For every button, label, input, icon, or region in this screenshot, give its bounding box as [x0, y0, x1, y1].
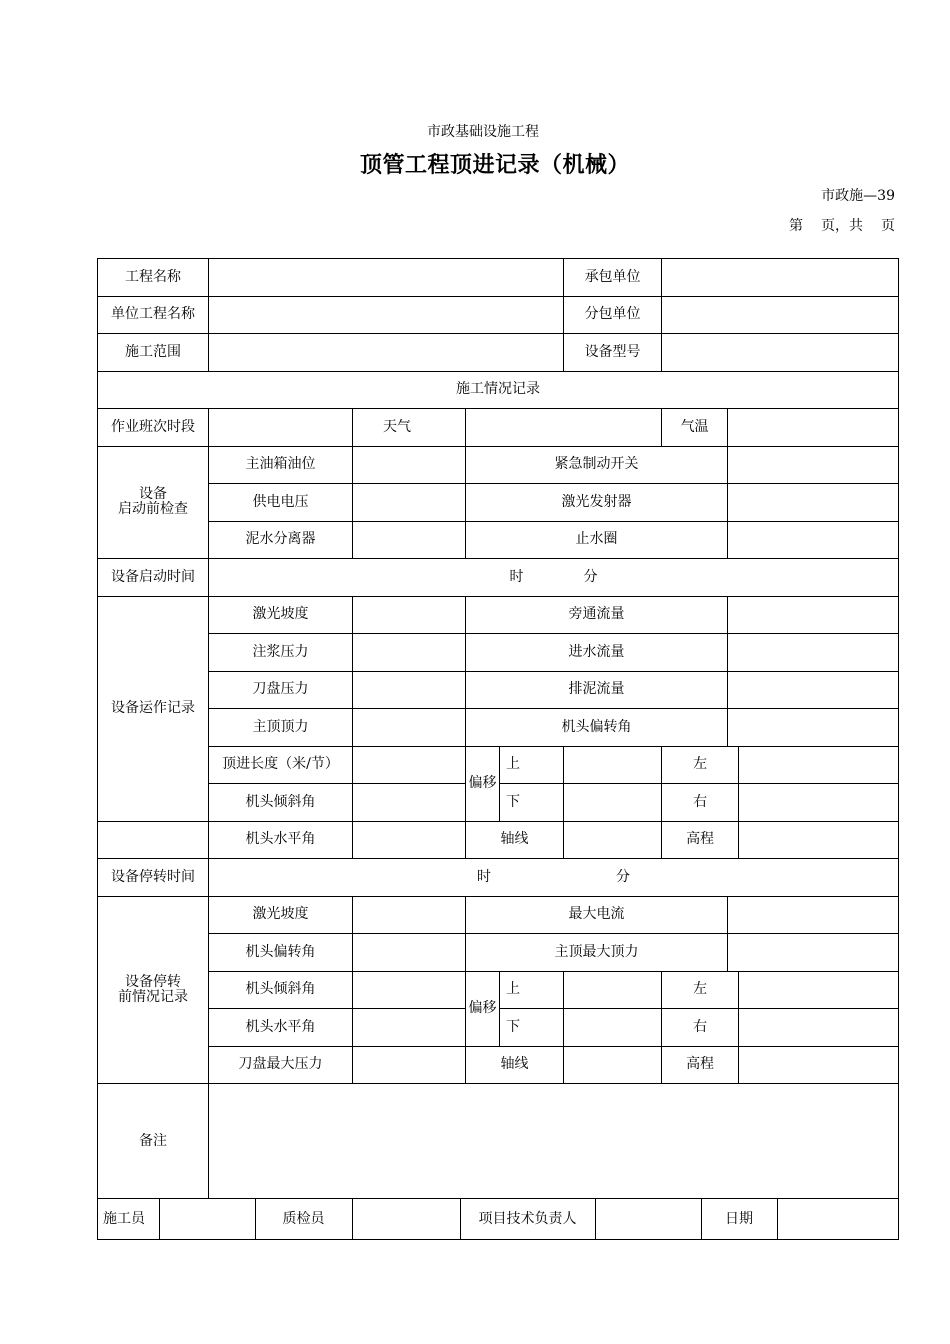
label-right-stop: 右 [662, 1009, 739, 1047]
label-down-stop: 下 [500, 1009, 564, 1047]
label-mud-separator: 泥水分离器 [209, 521, 353, 559]
label-axis: 轴线 [466, 821, 564, 859]
field-cutter-pressure[interactable] [353, 671, 466, 709]
label-precheck: 设备 启动前检查 [98, 446, 209, 559]
signature-table [98, 1199, 899, 1239]
row-section-header [98, 371, 899, 409]
field-left[interactable] [739, 746, 899, 784]
label-temperature: 气温 [662, 409, 728, 447]
label-left: 左 [662, 746, 739, 784]
field-inflow[interactable] [728, 634, 899, 672]
field-bypass-flow[interactable] [728, 596, 899, 634]
label-up-stop: 上 [500, 971, 564, 1009]
blank-cell [98, 821, 209, 859]
field-right[interactable] [739, 784, 899, 822]
field-remarks[interactable] [209, 1084, 899, 1199]
row-prestop-2 [98, 934, 899, 972]
label-cutter-max-pressure: 刀盘最大压力 [209, 1046, 353, 1084]
field-start-time[interactable]: 时 分 [209, 559, 899, 597]
label-project-name: 工程名称 [98, 259, 209, 297]
row-prestop-5 [98, 1046, 899, 1084]
label-right: 右 [662, 784, 739, 822]
row-remarks [98, 1084, 899, 1199]
field-left-stop[interactable] [739, 971, 899, 1009]
label-shift-period: 作业班次时段 [98, 409, 209, 447]
field-cutter-max-pressure[interactable] [353, 1046, 466, 1084]
label-tech-lead: 项目技术负责人 [460, 1199, 595, 1239]
label-start-time: 设备启动时间 [98, 559, 209, 597]
field-construction-scope[interactable] [209, 334, 564, 372]
label-subcontractor: 分包单位 [564, 296, 662, 334]
label-supply-voltage: 供电电压 [209, 484, 353, 522]
row-scope [98, 334, 899, 372]
record-form-table [97, 258, 899, 1240]
label-up: 上 [500, 746, 564, 784]
label-weather: 天气 [353, 409, 466, 447]
label-date: 日期 [701, 1199, 777, 1239]
row-prestop-3 [98, 971, 899, 1009]
label-builder: 施工员 [98, 1199, 159, 1239]
row-stop-time [98, 859, 899, 897]
label-axis-stop: 轴线 [466, 1046, 564, 1084]
field-water-ring[interactable] [728, 521, 899, 559]
form-code: 市政施—39 [821, 188, 895, 204]
label-water-ring: 止水圈 [466, 521, 728, 559]
field-laser-emitter[interactable] [728, 484, 899, 522]
field-laser-slope[interactable] [353, 596, 466, 634]
row-start-time [98, 559, 899, 597]
row-operation-2 [98, 634, 899, 672]
field-unit-project-name[interactable] [209, 296, 564, 334]
field-emergency-brake[interactable] [728, 446, 899, 484]
field-contractor[interactable] [662, 259, 899, 297]
field-supply-voltage[interactable] [353, 484, 466, 522]
field-right-stop[interactable] [739, 1009, 899, 1047]
field-elevation-stop[interactable] [739, 1046, 899, 1084]
field-inspector[interactable] [352, 1199, 460, 1239]
row-prestop-1 [98, 896, 899, 934]
field-head-deflection[interactable] [728, 709, 899, 747]
row-precheck-1 [98, 446, 899, 484]
label-main-jack-force: 主顶顶力 [209, 709, 353, 747]
label-inflow: 进水流量 [466, 634, 728, 672]
field-elevation[interactable] [739, 821, 899, 859]
field-tech-lead[interactable] [595, 1199, 701, 1239]
field-stop-time[interactable]: 时 分 [209, 859, 899, 897]
label-stop-time: 设备停转时间 [98, 859, 209, 897]
label-head-deflection-stop: 机头偏转角 [209, 934, 353, 972]
label-mud-discharge: 排泥流量 [466, 671, 728, 709]
label-construction-scope: 施工范围 [98, 334, 209, 372]
field-main-oil-level[interactable] [353, 446, 466, 484]
label-emergency-brake: 紧急制动开关 [466, 446, 728, 484]
row-operation-7 [98, 821, 899, 859]
label-grout-pressure: 注浆压力 [209, 634, 353, 672]
field-jack-length[interactable] [353, 746, 466, 784]
label-left-stop: 左 [662, 971, 739, 1009]
label-elevation-stop: 高程 [662, 1046, 739, 1084]
label-head-deflection: 机头偏转角 [466, 709, 728, 747]
label-bypass-flow: 旁通流量 [466, 596, 728, 634]
label-jack-length: 顶进长度（米/节） [209, 746, 353, 784]
row-project-name [98, 259, 899, 297]
label-laser-slope-stop: 激光坡度 [209, 896, 353, 934]
label-inspector: 质检员 [255, 1199, 352, 1239]
row-operation-5 [98, 746, 899, 784]
field-max-current[interactable] [728, 896, 899, 934]
field-axis-stop[interactable] [564, 1046, 662, 1084]
row-unit-project [98, 296, 899, 334]
field-head-deflection-stop[interactable] [353, 934, 466, 972]
label-laser-emitter: 激光发射器 [466, 484, 728, 522]
field-up[interactable] [564, 746, 662, 784]
field-temperature[interactable] [728, 409, 899, 447]
label-laser-slope: 激光坡度 [209, 596, 353, 634]
row-operation-4 [98, 709, 899, 747]
section-construction-record: 施工情况记录 [98, 371, 899, 409]
page-title: 顶管工程顶进记录（机械） [359, 152, 630, 178]
label-down: 下 [500, 784, 564, 822]
form-subtitle: 市政基础设施工程 [427, 124, 539, 140]
label-head-tilt-stop: 机头倾斜角 [209, 971, 353, 1009]
field-subcontractor[interactable] [662, 296, 899, 334]
field-shift-period[interactable] [209, 409, 353, 447]
field-date[interactable] [777, 1199, 899, 1239]
field-weather[interactable] [466, 409, 662, 447]
page-number: 第 页，共 页 [789, 218, 895, 234]
label-contractor: 承包单位 [564, 259, 662, 297]
field-main-jack-force[interactable] [353, 709, 466, 747]
field-head-tilt[interactable] [353, 784, 466, 822]
label-max-current: 最大电流 [466, 896, 728, 934]
field-mud-separator[interactable] [353, 521, 466, 559]
field-head-horizontal-stop[interactable] [353, 1009, 466, 1047]
row-precheck-2 [98, 484, 899, 522]
field-main-jack-max[interactable] [728, 934, 899, 972]
row-operation-1 [98, 596, 899, 634]
label-elevation: 高程 [662, 821, 739, 859]
field-builder[interactable] [159, 1199, 255, 1239]
field-equipment-model[interactable] [662, 334, 899, 372]
label-remarks: 备注 [98, 1084, 209, 1199]
row-signatures [98, 1199, 899, 1240]
label-operation-record: 设备运作记录 [98, 596, 209, 821]
label-prestop: 设备停转 前情况记录 [98, 896, 209, 1084]
label-offset: 偏移 [466, 746, 500, 821]
field-project-name[interactable] [209, 259, 564, 297]
field-axis[interactable] [564, 821, 662, 859]
label-head-horizontal-stop: 机头水平角 [209, 1009, 353, 1047]
label-unit-project-name: 单位工程名称 [98, 296, 209, 334]
row-operation-3 [98, 671, 899, 709]
field-down[interactable] [564, 784, 662, 822]
label-main-jack-max: 主顶最大顶力 [466, 934, 728, 972]
field-head-tilt-stop[interactable] [353, 971, 466, 1009]
row-precheck-3 [98, 521, 899, 559]
field-up-stop[interactable] [564, 971, 662, 1009]
label-head-tilt: 机头倾斜角 [209, 784, 353, 822]
field-mud-discharge[interactable] [728, 671, 899, 709]
field-laser-slope-stop[interactable] [353, 896, 466, 934]
field-down-stop[interactable] [564, 1009, 662, 1047]
row-shift [98, 409, 899, 447]
label-head-horizontal: 机头水平角 [209, 821, 353, 859]
label-cutter-pressure: 刀盘压力 [209, 671, 353, 709]
label-equipment-model: 设备型号 [564, 334, 662, 372]
label-offset-stop: 偏移 [466, 971, 500, 1046]
field-head-horizontal[interactable] [353, 821, 466, 859]
field-grout-pressure[interactable] [353, 634, 466, 672]
label-main-oil-level: 主油箱油位 [209, 446, 353, 484]
